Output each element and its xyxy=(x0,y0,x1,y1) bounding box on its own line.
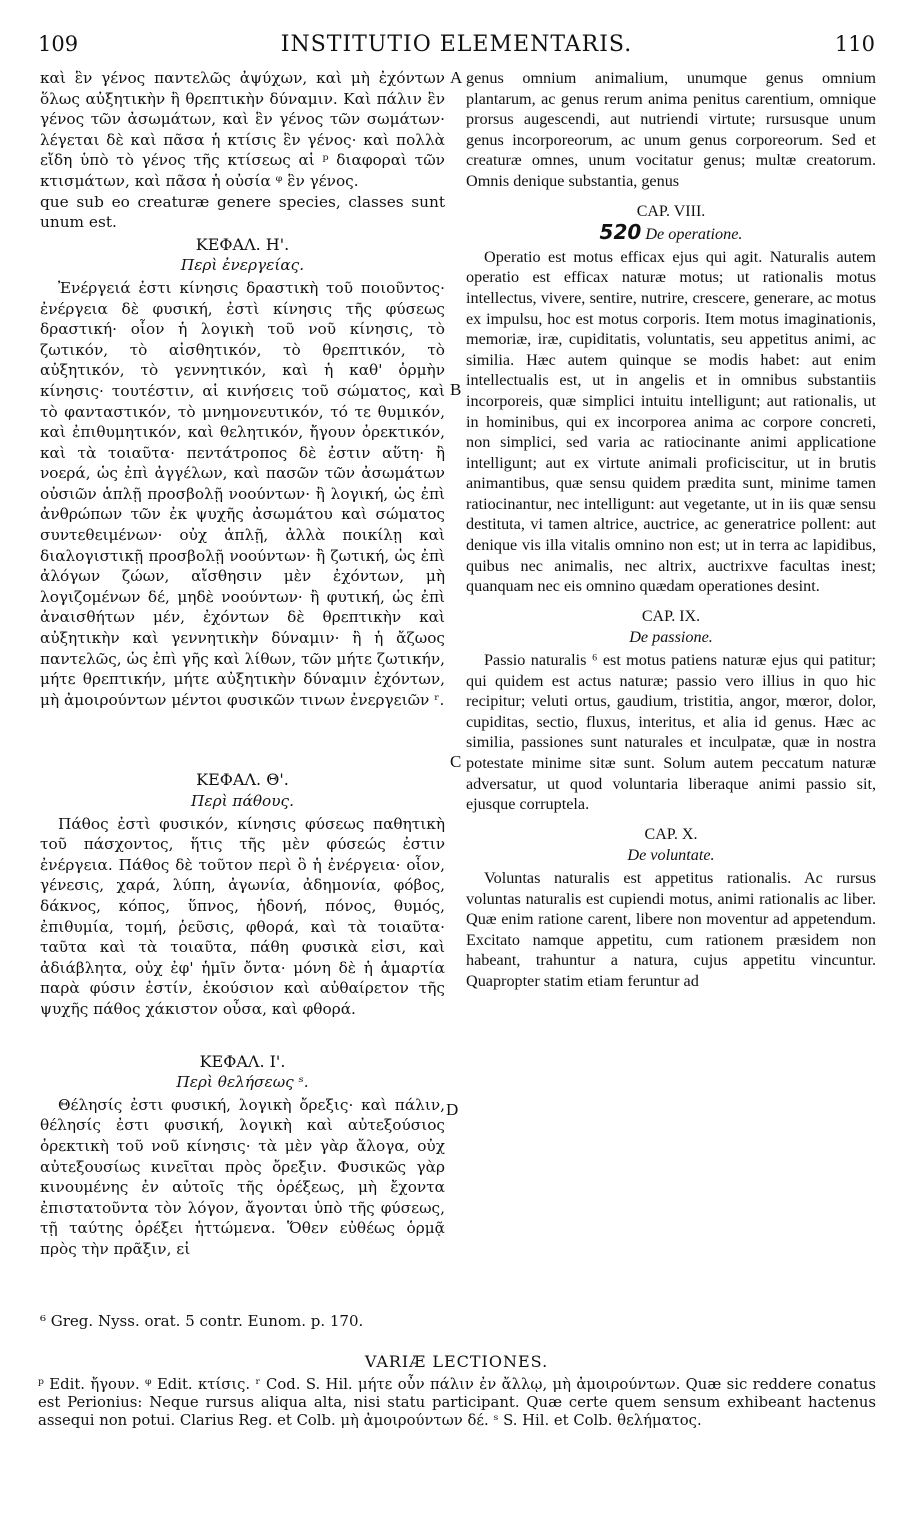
latin-chapter-10-subtitle: De voluntate. xyxy=(627,846,715,865)
latin-chapter-8-subtitle-text: De operatione. xyxy=(645,225,743,244)
greek-chapter-8-subtitle: Περὶ ἐνεργείας. xyxy=(180,256,305,275)
latin-continuation: que sub eo creaturæ genere species, classes sunt unum est. xyxy=(40,192,445,232)
margin-letter-a: A xyxy=(450,68,463,87)
latin-column xyxy=(466,68,876,992)
greek-chapter-9-heading: ΚΕΦΑΛ. Θ'. xyxy=(196,770,289,790)
margin-letter-b: B xyxy=(450,380,462,399)
greek-chapter-9-text: Πάθος ἐστὶ φυσικόν, κίνησις φύσεως παθητικὴ τοῦ πάσχοντος, ἥτις τῆς μὲν φύσεώς ἐστιν ἐνέργεια. Πάθος δὲ τοῦτον περὶ ὃ ἡ ἐνέργεια· οἷον, γένεσις, χαρά, λύπη, ἀγωνία, ἀδημονία, φόβος, δάκνος, κόπος, ὕπνος, ἡδονή, πόνος, θυμός, ἐπιθυμία, τομή, ῥεῦσις, φθορά, καὶ τὰ τοιαῦτα· ταῦτα καὶ τὰ τοιαῦτα, πάθη φυσικὰ εἰσι, καὶ ἀδιάβλητα, οὐχ ἐφ' ἡμῖν ὄντα· μόνη δὲ ἡ ἁμαρτία παρὰ φύσιν ἐστίν, ἑκούσιον καὶ αὐθαίρετον τῆς ψυχῆς πάθος χάκιστον οὖσα, καὶ φθορά. xyxy=(40,814,445,1018)
variae-lectiones-title: VARIÆ LECTIONES. xyxy=(364,1352,549,1371)
latin-chapter-8-subtitle xyxy=(466,222,876,245)
greek-chapter-8-text: Ἐνέργειά ἐστι κίνησις δραστικὴ τοῦ ποιοῦντος· ἐνέργεια δὲ φυσική, ἐστὶ κίνησις τῆς φύσεως δραστική· οἷον ἡ λογικὴ τοῦ νοῦ κίνησις, τὸ ζωτικόν, τὸ αἰσθητικόν, τὸ θρεπτικόν, τὸ αὐξητικόν, τὸ γεννητικόν, καὶ ἡ καθ' ὁρμὴν κίνησις· τουτέστιν, αἱ κινήσεις τοῦ σώματος, καὶ τὸ φανταστικόν, τὸ μνημονευτικόν, τό τε θυμικόν, καὶ ἐπιθυμητικόν, καὶ θελητικόν, ἤγουν ὀρεκτικόν, καὶ τὰ τοιαῦτα· πεντάτροπος δὲ ἐστιν αὕτη· ἢ νοερά, ὡς ἐπὶ ἀγγέλων, καὶ πασῶν τῶν ἀσωμάτων οὐσιῶν ἁπλῇ προσβολῇ νοούντων· ἢ λογική, ὡς ἐπὶ ἀνθρώπων τῶν ἐκ ψυχῆς ἀσωμάτου καὶ σώματος συντεθειμένων· οὐχ ἁπλῇ, ἀλλὰ ποικίλῃ καὶ διαλογιστικῇ προσβολῇ νοούντων· ἢ ζωτική, ὡς ἐπὶ ἀλόγων ζώων, αἴσθησιν μὲν ἐχόντων, μὴ λογιζομένων δέ, μηδὲ νοούντων· ἢ φυτική, ὡς ἐπὶ ἀναισθήτων μέν, ἐχόντων δὲ θρεπτικὴν καὶ αὐξητικὴν καὶ γεννητικὴν δύναμιν· ἢ ἡ ἄζωος παντελῶς, ὡς ἐπὶ γῆς καὶ λίθων, τῶν μήτε ζωτικήν, μήτε θρεπτικήν, μήτε αὐξητικὴν δύναμιν ἐχόντων, μὴ ἀμοιρούντων μέντοι φυσικῶν τινων ἐνεργειῶν ʳ. xyxy=(40,278,445,709)
latin-chapter-8-heading: CAP. VIII. xyxy=(636,202,706,220)
page-header xyxy=(30,32,883,60)
greek-chapter-10-text: Θέλησίς ἐστι φυσική, λογικὴ ὄρεξις· καὶ πάλιν, θέλησίς ἐστι φυσική, λογικὴ καὶ αὐτεξούσιος ὀρεκτικὴ τοῦ νοῦ κίνησις· τὰ μὲν γὰρ ἄλογα, οὐχ αὐτεξουσίως κινεῖται πρὸς ὄρεξιν. Φυσικῶς γὰρ κινουμένης ἐν αὐτοῖς τῆς ὀρέξεως, μὴ ἔχοντα ἐπιστατοῦντα τὸν λόγον, ἄγονται ὑπὸ τῆς φύσεως, τῇ ταύτης ὀρέξει ἡττώμενα. Ὅθεν εὐθέως ὁρμᾷ πρὸς τὴν πρᾶξιν, εἰ xyxy=(40,1095,445,1258)
variae-lectiones-text: ᵖ Edit. ἤγουν. ᵠ Edit. κτίσις. ʳ Cod. S. Hil. μήτε οὖν πάλιν ἐν ἄλλῳ, μὴ ἀμοιρούντων. Quæ sic reddere conatus est Perionius: Neque rursus aliqua alta, nisi statu participant. Quæ certe quem sensum exhibeant hactenus assequi non potui. Clarius Reg. et Colb. μὴ ἀμοιρούντων δέ. ˢ S. Hil. et Colb. θελήματος. xyxy=(38,1376,876,1429)
footnote: ⁶ Greg. Nyss. orat. 5 contr. Eunom. p. 170. xyxy=(40,1312,364,1330)
page-number-right: 110 xyxy=(834,32,875,56)
greek-chapter-8-heading: ΚΕΦΑΛ. Η'. xyxy=(195,234,290,254)
latin-chapter-9-text: Passio naturalis ⁶ est motus patiens naturæ ejus qui patitur; qui quidem est actus naturæ; passio vero illius in quo hic recipitur; veluti ortus, gaudium, tristitia, angor, mœror, dolor, cupiditas, sectio, fluxus, interitus, et alia id genus. Hæc ac similia, passiones sunt naturales et inculpatæ, quæ in nostra potestate minime sitæ sunt. Solum autem peccatum naturæ adversatur, ut quod voluntaria liberaque animi passio sit, ejusque corruptela. xyxy=(466,651,876,814)
running-title: INSTITUTIO ELEMENTARIS. xyxy=(280,32,633,57)
greek-chapter-9-subtitle: Περὶ πάθους. xyxy=(191,792,294,810)
latin-chapter-9-heading: CAP. IX. xyxy=(641,607,701,625)
margin-letter-c: C xyxy=(450,752,462,771)
greek-chapter-10-heading: ΚΕΦΑΛ. Ι'. xyxy=(199,1051,286,1071)
latin-paragraph-intro: genus omnium animalium, unumque genus omnium plantarum, ac genus rerum anima penitus carentium, omnique prorsus augescendi, aut nutriendi virtute; rursusque unum genus incorporeorum, ac unum genus corporeorum. Sed et creaturæ omnes, unum vocitatur genus; multæ creatorum. Omnis denique substantia, genus xyxy=(466,69,876,190)
page-number-left: 109 xyxy=(38,32,79,56)
greek-column xyxy=(40,68,445,1259)
latin-chapter-9-subtitle: De passione. xyxy=(629,628,713,647)
latin-chapter-8-text: Operatio est motus efficax ejus qui agit. Naturalis autem operatio est efficax naturæ motus; ut rationalis motus intellectus, vivere, sentire, nutrire, crescere, generare, ac motus ex impulsu, hoc est motus corporis. Item motus imaginationis, memoriæ, iræ, cupiditatis, voluntatis, seu appetitus animi, ac similia. Hæc autem quinque se modis habet: aut enim intellectualis est, ut in angelis et in omnibus substantiis incorporeis, quæ simplici intuitu intelligunt; aut rationalis, ut in hominibus, qui ex incorporea anima ac corpore concreti, non simplici, sed varia ac ratiocinante animi applicatione intelligunt; aut ex virtute animali proficiscitur, ut in brutis animantibus, quæ sensu quidem prædita sunt, minime tamen ratiocinantur, nec intelligunt: aut vegetante, ut in iis quæ sensu destituta, vi tamen altrice, auctrice, ac generatrice pollent: aut denique vis illa vitalis omnino non est; ut in terra ac lapidibus, quibus nec animalis, nec altrix, auctrixve facultas inest; quanquam nec eis omnino quædam operationes desint. xyxy=(466,247,876,596)
greek-chapter-10-subtitle: Περὶ θελήσεως ˢ. xyxy=(176,1073,309,1092)
latin-chapter-10-heading: CAP. X. xyxy=(644,825,698,843)
greek-paragraph-intro: καὶ ἓν γένος παντελῶς ἀψύχων, καὶ μὴ ἐχόντων ὅλως αὐξητικὴν ἢ θρεπτικὴν δύναμιν. Καὶ πάλιν ἓν γένος τῶν ἀσωμάτων, καὶ ἓν γένος τῶν σωμάτων· λέγεται δὲ καὶ πᾶσα ἡ κτίσις ἓν γένος· καὶ πολλὰ εἴδη ὑπὸ τὸ γένος τῆς κτίσεως αἱ ᵖ διαφοραὶ τῶν κτισμάτων, καὶ πᾶσα ἡ οὐσία ᵠ ἓν γένος. xyxy=(40,69,445,190)
column-number: 520 xyxy=(599,220,642,245)
margin-letter-d: D xyxy=(446,1100,459,1119)
latin-chapter-10-text: Voluntas naturalis est appetitus rationalis. Ac rursus voluntas naturalis est cupiendi motus, animi rationalis ac liber. Quæ enim ratione carent, libere non moventur ad appetendum. Excitato namque appetitu, cum rationem præsidem non habeant, trahuntur a natura, cujus appetitu vincuntur. Quapropter statim etiam feruntur ad xyxy=(466,868,876,990)
